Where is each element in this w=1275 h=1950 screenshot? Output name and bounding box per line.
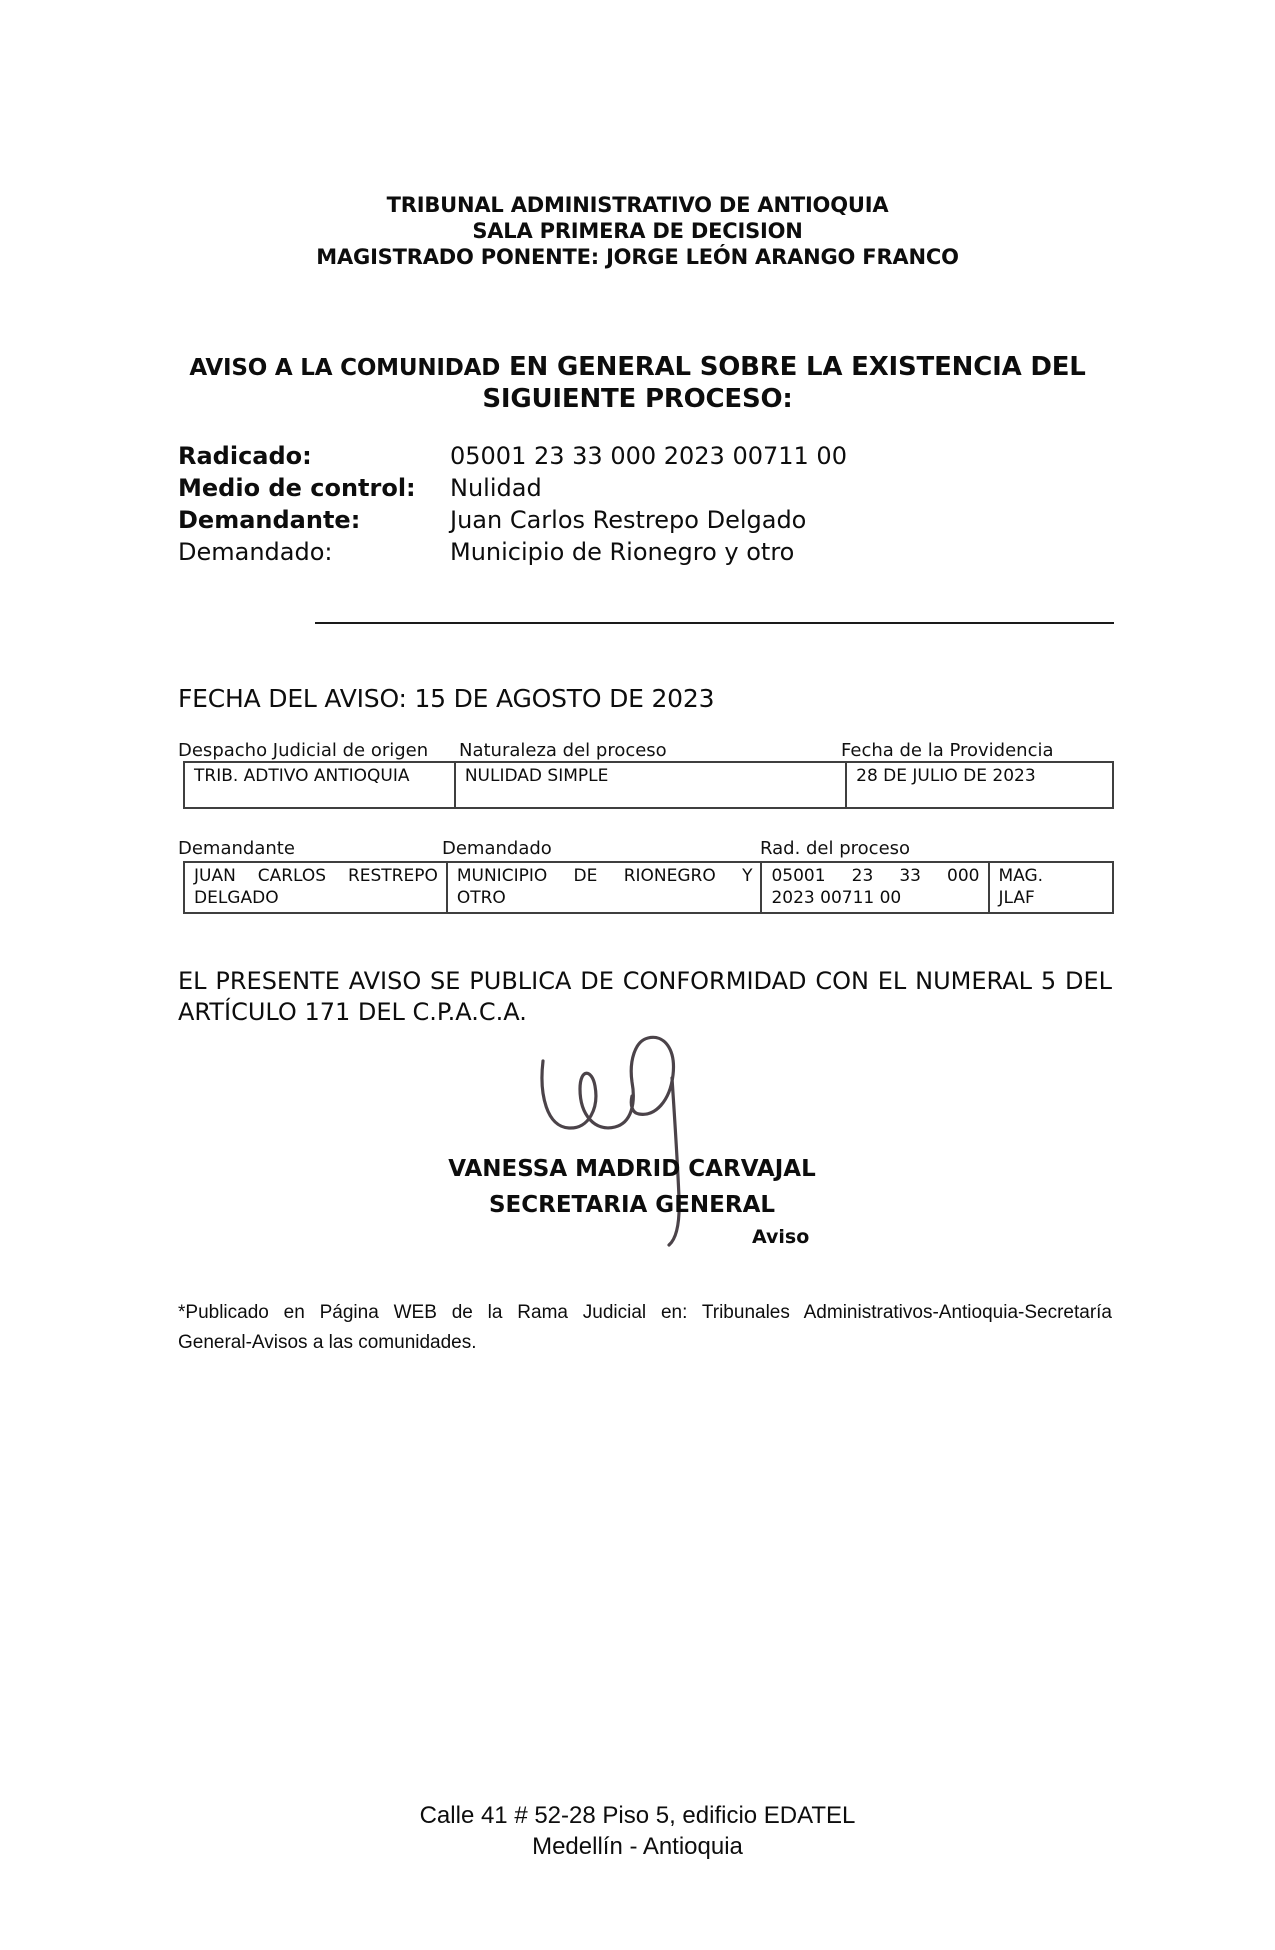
table1-cell-despacho: TRIB. ADTIVO ANTIOQUIA [185,763,456,807]
table2-radicado-line1: 05001 23 33 000 [771,866,980,886]
notice-title-line1 [90,352,1185,384]
field-demandante-label: Demandante: [178,506,361,534]
address-footer [0,1800,1275,1862]
case-fields [178,441,847,569]
notice-title-rest: EN GENERAL SOBRE LA EXISTENCIA DEL [500,352,1086,382]
field-demandante [178,505,847,537]
table2-magistrado-line1: MAG. [998,866,1044,886]
notice-date: FECHA DEL AVISO: 15 DE AGOSTO DE 2023 [178,684,715,713]
address-line: Calle 41 # 52-28 Piso 5, edificio EDATEL [419,1802,856,1829]
court-chamber: SALA PRIMERA DE DECISION [472,219,803,243]
process-origin-table [183,761,1114,809]
table2-magistrado-line2: JLAF [998,888,1035,908]
notice-title-lead: AVISO A LA COMUNIDAD [189,355,501,381]
field-medio-control [178,473,847,505]
table2-header-demandante: Demandante [178,838,295,859]
table2-cell-demandado [448,863,763,912]
parties-table [183,861,1114,914]
field-demandado-value: Municipio de Rionegro y otro [450,538,795,566]
handwritten-signature [535,1033,720,1251]
table2-header-radicado: Rad. del proceso [760,838,911,859]
field-demandado [178,537,847,569]
field-medio-control-label: Medio de control: [178,474,416,502]
table2-demandante-line2: DELGADO [194,888,279,908]
city-line: Medellín - Antioquia [532,1833,743,1860]
magistrate-line: MAGISTRADO PONENTE: JORGE LEÓN ARANGO FRANCO [316,245,959,269]
table2-cell-magistrado [990,863,1113,912]
table1-header-despacho: Despacho Judicial de origen [178,740,429,761]
table1-cell-fecha: 28 DE JULIO DE 2023 [856,766,1036,786]
publication-paragraph-line2: ARTÍCULO 171 DEL C.P.A.C.A. [178,998,527,1026]
signatory-name: VANESSA MADRID CARVAJAL [448,1156,816,1182]
table2-demandante-line1: JUAN CARLOS RESTREPO [194,866,438,886]
table1-header-naturaleza: Naturaleza del proceso [459,740,667,761]
signatory-role: SECRETARIA GENERAL [488,1192,776,1218]
field-demandante-value: Juan Carlos Restrepo Delgado [450,506,807,534]
publication-footnote-line2: General-Avisos a las comunidades. [178,1332,477,1353]
field-radicado-value: 05001 23 33 000 2023 00711 00 [450,442,847,470]
field-medio-control-value: Nulidad [450,474,542,502]
table2-radicado-line2: 2023 00711 00 [771,888,902,908]
publication-paragraph-line1: EL PRESENTE AVISO SE PUBLICA DE CONFORMIDAD CON EL NUMERAL 5 DEL [178,967,1112,995]
field-radicado [178,441,847,473]
publication-footnote [178,1298,1112,1358]
table1-cell-naturaleza: NULIDAD SIMPLE [456,763,847,807]
table2-demandado-line1: MUNICIPIO DE RIONEGRO Y [456,866,753,886]
publication-footnote-line1: *Publicado en Página WEB de la Rama Judicial en: Tribunales Administrativos-Antioquia-Secretaría [178,1302,1112,1323]
publication-paragraph [178,966,1112,1028]
signature-tag: Aviso [752,1226,810,1248]
field-radicado-label: Radicado: [178,442,312,470]
field-demandado-label: Demandado: [178,538,333,566]
table2-demandado-line2: OTRO [456,888,506,908]
notice-title [90,352,1185,415]
court-header [0,192,1275,270]
table2-cell-radicado [762,863,989,912]
table1-header-fecha-providencia: Fecha de la Providencia [841,740,1054,761]
table2-header-demandado: Demandado [442,838,552,859]
notice-title-line2: SIGUIENTE PROCESO: [482,384,793,414]
table2-cell-demandante [185,863,448,912]
horizontal-rule [315,622,1114,624]
court-name: TRIBUNAL ADMINISTRATIVO DE ANTIOQUIA [386,193,889,217]
